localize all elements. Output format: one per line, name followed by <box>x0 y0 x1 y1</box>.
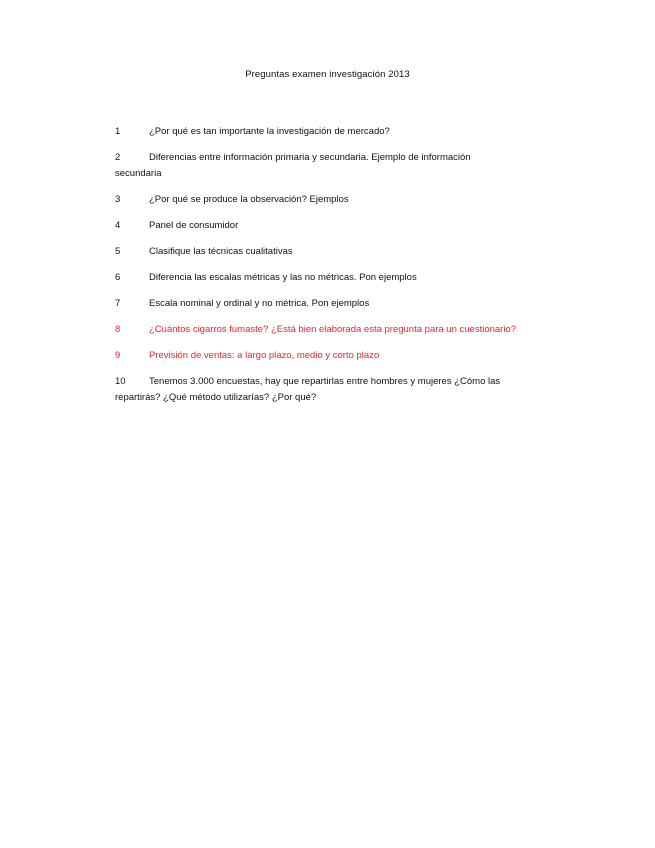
question-item-1 <box>115 124 545 140</box>
question-item-7 <box>115 296 545 312</box>
question-item-3 <box>115 192 545 208</box>
question-number: 5 <box>115 246 121 257</box>
question-text: ¿Cuántos cigarros fumaste? ¿Está bien elaborada esta pregunta para un cuestionario? <box>149 324 517 335</box>
question-item-9 <box>115 348 545 364</box>
question-text: Diferencia las escalas métricas y las no métricas. Pon ejemplos <box>149 272 417 283</box>
question-item-10 <box>115 374 545 406</box>
question-text: Diferencias entre información primaria y secundaria. Ejemplo de información <box>149 152 471 163</box>
question-number: 6 <box>115 272 121 283</box>
question-text: Previsión de ventas: a largo plazo, medio y corto plazo <box>149 350 380 361</box>
question-text: Panel de consumidor <box>149 220 239 231</box>
question-item-2 <box>115 150 545 182</box>
question-list <box>115 124 545 416</box>
question-number: 9 <box>115 350 121 361</box>
question-item-6 <box>115 270 545 286</box>
question-number: 8 <box>115 324 121 335</box>
question-text-continuation: repartirás? ¿Qué método utilizarías? ¿Por qué? <box>115 392 317 403</box>
question-item-8 <box>115 322 545 338</box>
question-text: Escala nominal y ordinal y no métrica. Pon ejemplos <box>149 298 370 309</box>
question-item-4 <box>115 218 545 234</box>
question-text: Tenemos 3.000 encuestas, hay que repartirlas entre hombres y mujeres ¿Cómo las <box>149 376 501 387</box>
question-text: ¿Por qué se produce la observación? Ejemplos <box>149 194 349 205</box>
question-item-5 <box>115 244 545 260</box>
question-number: 7 <box>115 298 121 309</box>
question-number: 3 <box>115 194 121 205</box>
question-number: 1 <box>115 126 121 137</box>
question-text: Clasifique las técnicas cualitativas <box>149 246 293 257</box>
question-number: 10 <box>115 376 126 387</box>
document-title: Preguntas examen investigación 2013 <box>245 69 410 80</box>
question-text: ¿Por qué es tan importante la investigación de mercado? <box>149 126 390 137</box>
question-text-continuation: secundaria <box>115 168 162 179</box>
question-number: 2 <box>115 152 121 163</box>
question-number: 4 <box>115 220 121 231</box>
